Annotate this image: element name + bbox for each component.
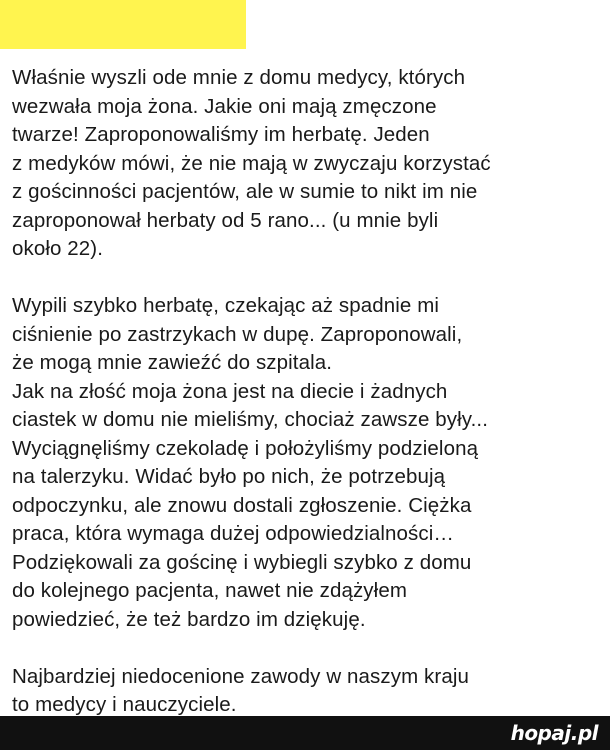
text-line: to medycy i nauczyciele. — [12, 693, 237, 716]
paragraph-2 — [12, 292, 602, 634]
paragraph-1 — [12, 64, 602, 264]
text-line: z gościnności pacjentów, ale w sumie to nikt im nie — [12, 180, 478, 203]
text-line: Właśnie wyszli ode mnie z domu medycy, których — [12, 66, 466, 89]
text-line: twarze! Zaproponowaliśmy im herbatę. Jeden — [12, 123, 430, 146]
text-line: ciśnienie po zastrzykach w dupę. Zaproponowali, — [12, 322, 463, 346]
text-line: Wypili szybko herbatę, czekając aż spadnie mi — [12, 294, 440, 317]
yellow-highlight-block — [0, 0, 246, 49]
text-line: około 22). — [12, 237, 104, 260]
text-line: Najbardziej niedocenione zawody w naszym kraju — [12, 664, 469, 688]
text-line: Podziękowali za gościnę i wybiegli szybko z domu — [12, 550, 472, 574]
text-line: praca, która wymaga dużej odpowiedzialności… — [12, 522, 454, 545]
paragraph-3 — [12, 663, 602, 720]
text-line: odpoczynku, ale znowu dostali zgłoszenie. Ciężka — [12, 493, 472, 517]
text-line: Jak na złość moja żona jest na diecie i żadnych — [12, 379, 448, 403]
text-line: do kolejnego pacjenta, nawet nie zdążyłem — [12, 579, 407, 602]
text-line: ciastek w domu nie mieliśmy, chociaż zawsze były... — [12, 408, 488, 431]
story-text — [12, 64, 602, 748]
text-line: z medyków mówi, że nie mają w zwyczaju korzystać — [12, 151, 491, 175]
text-line: Wyciągnęliśmy czekoladę i położyliśmy podzieloną — [12, 436, 479, 460]
text-line: powiedzieć, że też bardzo im dziękuję. — [12, 607, 366, 631]
text-line: na talerzyku. Widać było po nich, że potrzebują — [12, 465, 446, 488]
footer-bar — [0, 716, 610, 750]
text-line: wezwała moja żona. Jakie oni mają zmęczone — [12, 94, 437, 118]
text-line: że mogą mnie zawieźć do szpitala. — [12, 351, 333, 374]
text-line: zaproponował herbaty od 5 rano... (u mnie byli — [12, 208, 439, 232]
brand-logo[interactable]: hopaj.pl — [510, 721, 598, 745]
